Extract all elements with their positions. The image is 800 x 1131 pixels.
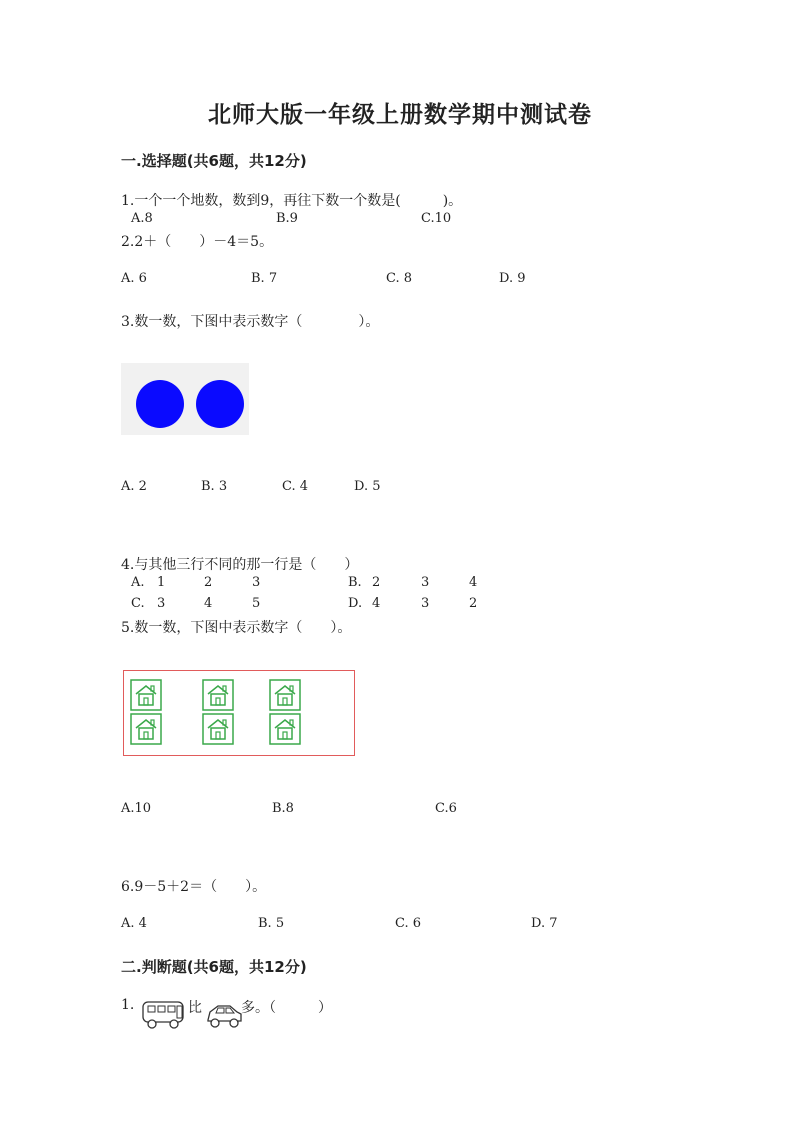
q1-option-b[interactable]: B.9 <box>276 211 298 226</box>
q6-option-c[interactable]: C. 6 <box>395 916 422 931</box>
q2-option-d[interactable]: D. 9 <box>499 271 526 286</box>
house-icon <box>202 679 234 711</box>
page-title: 北师大版一年级上册数学期中测试卷 <box>208 101 592 128</box>
q4-row-number: 3 <box>157 596 166 611</box>
question-4-text: 4.与其他三行不同的那一行是（ ） <box>121 557 359 573</box>
q4-row-number: 5 <box>252 596 261 611</box>
blue-circle <box>196 380 244 428</box>
q4-row-number: 3 <box>421 575 430 590</box>
blue-circle <box>136 380 184 428</box>
q4-option-c[interactable]: C. <box>131 596 145 611</box>
judgment-1-text: 多。（ ） <box>241 1000 332 1016</box>
house-icon <box>130 713 162 745</box>
q4-row-number: 2 <box>469 596 478 611</box>
q4-row-number: 3 <box>421 596 430 611</box>
circles-figure <box>121 363 249 435</box>
q4-row-number: 1 <box>157 575 166 590</box>
q4-option-d[interactable]: D. <box>348 596 363 611</box>
question-2-text: 2.2＋（ ）－4＝5。 <box>121 234 274 250</box>
question-6-text: 6.9－5＋2＝（ ）。 <box>121 879 267 895</box>
q4-row-number: 2 <box>204 575 213 590</box>
judgment-1-number: 1. <box>121 997 135 1013</box>
q6-option-b[interactable]: B. 5 <box>258 916 285 931</box>
q2-option-a[interactable]: A. 6 <box>121 271 147 286</box>
q3-option-a[interactable]: A. 2 <box>121 479 147 494</box>
q6-option-a[interactable]: A. 4 <box>121 916 147 931</box>
section-heading-choice: 一.选择题(共6题，共12分) <box>121 152 307 170</box>
q5-option-c[interactable]: C.6 <box>435 801 457 816</box>
question-1-text: 1.一个一个地数，数到9，再往下数一个数是( )。 <box>121 193 463 209</box>
judgment-1-compare-word: 比 <box>188 1000 202 1016</box>
house-icon <box>130 679 162 711</box>
q2-option-b[interactable]: B. 7 <box>251 271 278 286</box>
q4-row-number: 2 <box>372 575 381 590</box>
q4-row-number: 4 <box>469 575 478 590</box>
q4-row-number: 4 <box>204 596 213 611</box>
q1-option-c[interactable]: C.10 <box>421 211 452 226</box>
house-icon <box>202 713 234 745</box>
q6-option-d[interactable]: D. 7 <box>531 916 558 931</box>
q4-row-number: 4 <box>372 596 381 611</box>
house-icon <box>269 679 301 711</box>
car-icon <box>204 996 244 1032</box>
q1-option-a[interactable]: A.8 <box>131 211 153 226</box>
question-3-text: 3.数一数，下图中表示数字（ ）。 <box>121 314 380 330</box>
q2-option-c[interactable]: C. 8 <box>386 271 413 286</box>
question-5-text: 5.数一数，下图中表示数字（ ）。 <box>121 620 352 636</box>
q5-option-b[interactable]: B.8 <box>272 801 294 816</box>
q4-option-a[interactable]: A. <box>131 575 145 590</box>
house-icon <box>269 713 301 745</box>
bus-icon <box>140 996 190 1032</box>
q3-option-c[interactable]: C. 4 <box>282 479 309 494</box>
houses-figure <box>123 670 355 756</box>
q3-option-b[interactable]: B. 3 <box>201 479 228 494</box>
section-heading-judgment: 二.判断题(共6题，共12分) <box>121 958 307 976</box>
q4-option-b[interactable]: B. <box>348 575 362 590</box>
q3-option-d[interactable]: D. 5 <box>354 479 381 494</box>
q5-option-a[interactable]: A.10 <box>121 801 152 816</box>
q4-row-number: 3 <box>252 575 261 590</box>
